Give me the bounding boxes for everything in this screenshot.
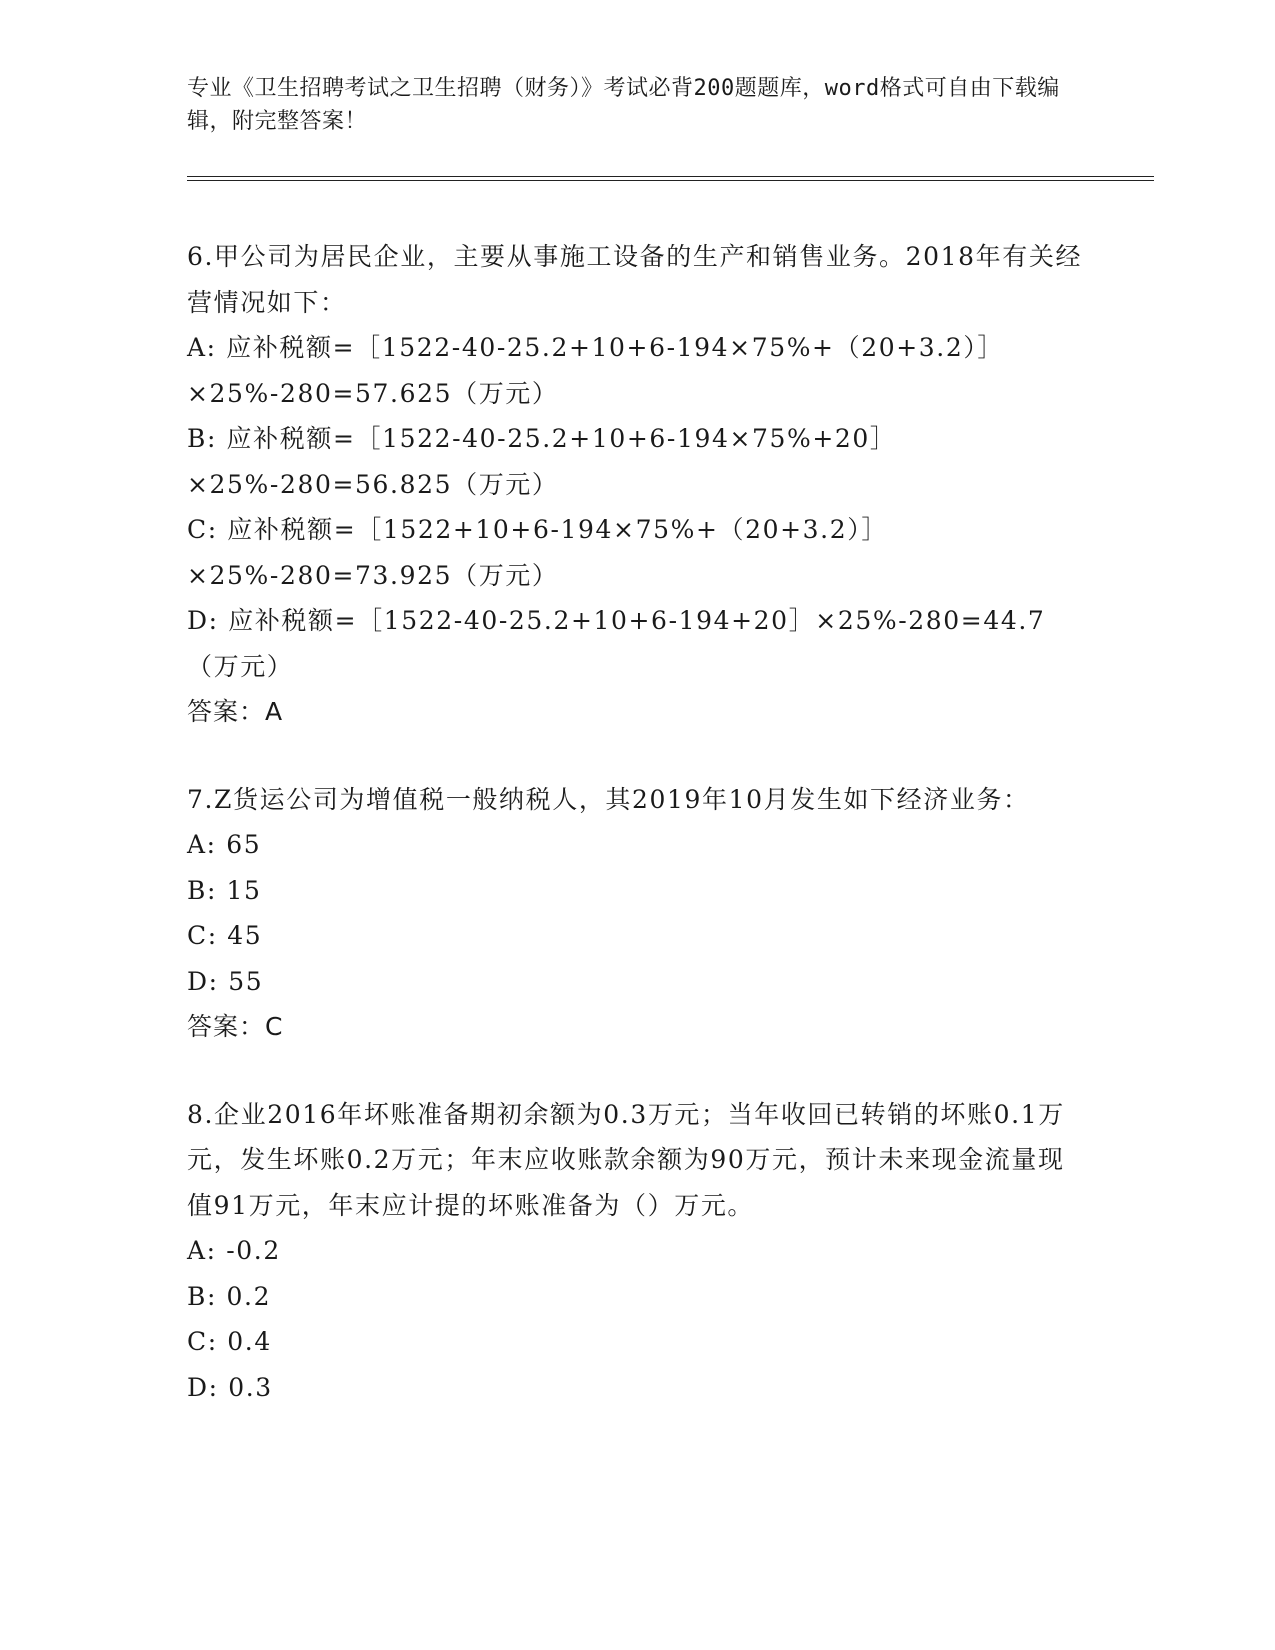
option-a: A: -0.2 [187, 1236, 281, 1265]
option-a: A: 应补税额=［1522-40-25.2+10+6-194×75%+（20+3.2）］×25%-280=57.625（万元） [187, 333, 1005, 408]
option-a: A: 65 [187, 830, 262, 859]
question-stem: 8.企业2016年坏账准备期初余额为0.3万元；当年收回已转销的坏账0.1万元，发生坏账0.2万元；年末应收账款余额为90万元，预计未来现金流量现值91万元，年末应计提的坏账准备为（）万元。 [187, 1099, 1065, 1220]
question-list [187, 234, 1087, 1452]
option-c: C: 45 [187, 921, 263, 950]
option-c: C: 应补税额=［1522+10+6-194×75%+（20+3.2）］×25%-280=73.925（万元） [187, 515, 888, 590]
header-divider [187, 176, 1154, 181]
answer-label: 答案：C [187, 1012, 284, 1041]
option-b: B: 15 [187, 875, 262, 905]
question-6 [187, 234, 1087, 735]
question-stem: 7.Z货运公司为增值税一般纳税人，其2019年10月发生如下经济业务： [187, 784, 1030, 814]
question-stem: 6.甲公司为居民企业，主要从事施工设备的生产和销售业务。2018年有关经营情况如下： [187, 242, 1083, 317]
question-8 [187, 1092, 1087, 1411]
page-header-title: 专业《卫生招聘考试之卫生招聘（财务）》考试必背200题题库，word格式可自由下载编辑，附完整答案！ [187, 76, 1060, 134]
option-b: B: 0.2 [187, 1281, 272, 1311]
option-d: D: 55 [187, 966, 264, 996]
option-c: C: 0.4 [187, 1327, 272, 1356]
answer-label: 答案：A [187, 697, 284, 726]
option-b: B: 应补税额=［1522-40-25.2+10+6-194×75%+20］×25%-280=56.825（万元） [187, 424, 897, 499]
question-7 [187, 777, 1087, 1050]
option-d: D: 0.3 [187, 1372, 273, 1402]
option-d: D: 应补税额=［1522-40-25.2+10+6-194+20］×25%-280=44.7（万元） [187, 606, 1046, 681]
